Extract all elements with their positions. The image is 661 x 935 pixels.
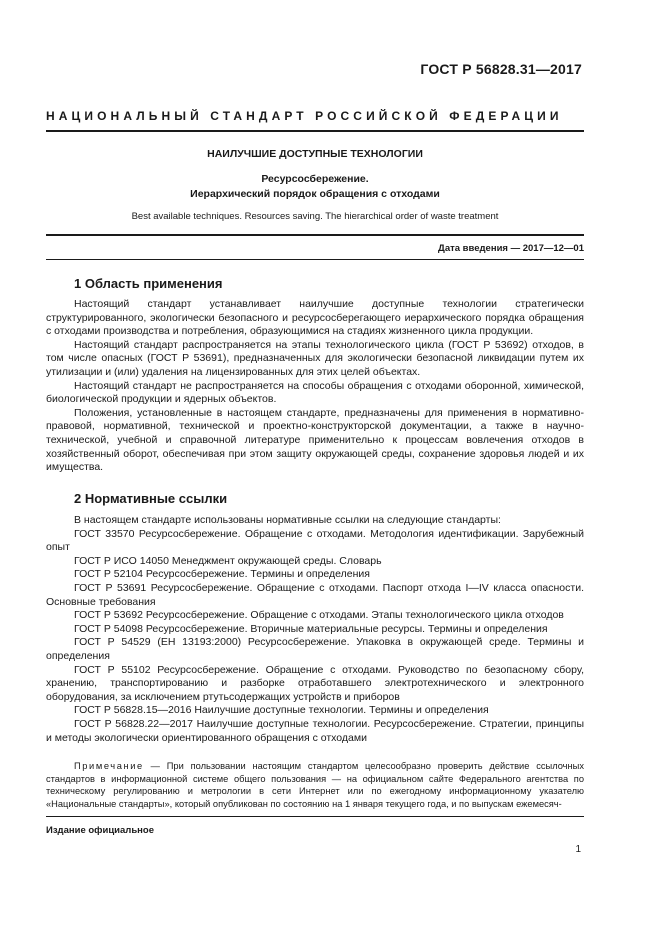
- note-text: — При пользовании настоящим стандартом целесообразно проверить действие ссылочных стандартов в информационной системе общего пользования — на официальном сайте Федерального агентства по техническому регулированию и метрологии в сети Интернет или по ежегодному информационному указателю «Национальные стандарты», который опубликован по состоянию на 1 января текущего года, и по выпускам ежемесяч-: [46, 761, 584, 809]
- standard-code: ГОСТ Р 56828.31—2017: [420, 61, 582, 77]
- section-2-body: [46, 514, 584, 745]
- introduction-date: Дата введения — 2017—12—01: [438, 243, 584, 254]
- paragraph: Положения, установленные в настоящем стандарте, предназначены для применения в нормативно-правовой, нормативной, технической и проектно-конструкторской документации, а также в научно-технической, учебной и справочной литературе применительно к процессам вовлечения отходов в хозяйственный оборот, обеспечивая при этом защиту окружающей среды, сохранение здоровья людей и их имущества.: [46, 406, 584, 474]
- reference-item: ГОСТ Р ИСО 14050 Менеджмент окружающей среды. Словарь: [74, 554, 382, 567]
- subtitle-line-2: Иерархический порядок обращения с отходами: [190, 188, 440, 200]
- english-title: Best available techniques. Resources saving. The hierarchical order of waste treatment: [131, 211, 499, 222]
- national-standard-banner: НАЦИОНАЛЬНЫЙ СТАНДАРТ РОССИЙСКОЙ ФЕДЕРАЦИИ: [46, 109, 563, 123]
- reference-item: ГОСТ 33570 Ресурсосбережение. Обращение с отходами. Методология идентификации. Зарубежный опыт: [46, 527, 584, 554]
- header-divider: [46, 130, 584, 132]
- reference-item: ГОСТ Р 54098 Ресурсосбережение. Вторичные материальные ресурсы. Термины и определения: [74, 622, 548, 635]
- reference-item: ГОСТ Р 56828.22—2017 Наилучшие доступные технологии. Ресурсосбережение. Стратегии, принципы и методы экологически ориентированного обращения с отходами: [46, 717, 584, 744]
- reference-item: ГОСТ Р 53692 Ресурсосбережение. Обращение с отходами. Этапы технологического цикла отходов: [74, 609, 564, 622]
- title-divider: [46, 234, 584, 236]
- note-paragraph: [46, 760, 584, 810]
- section-1-body: [46, 298, 584, 475]
- reference-item: ГОСТ Р 55102 Ресурсосбережение. Обращение с отходами. Руководство по безопасному сбору, хранению, транспортированию и разборке отработавшего электротехнического и электронного оборудования, за исключением ртутьсодержащих устройств и приборов: [46, 663, 584, 703]
- date-divider: [46, 259, 584, 260]
- paragraph: Настоящий стандарт устанавливает наилучшие доступные технологии стратегически структурированного, экологически безопасного и ресурсосберегающего иерархического порядка обращения с отходами производства и потребления, образующимися на стадиях жизненного цикла продукции.: [46, 298, 584, 338]
- footer-divider: [46, 816, 584, 817]
- reference-item: ГОСТ Р 54529 (ЕН 13193:2000) Ресурсосбережение. Упаковка в окружающей среде. Термины и определения: [46, 636, 584, 662]
- references-intro: В настоящем стандарте использованы нормативные ссылки на следующие стандарты:: [74, 514, 501, 526]
- note-label: Примечание: [74, 761, 144, 771]
- subtitle-line-1: Ресурсосбережение.: [261, 173, 369, 185]
- section-1-heading: 1 Область применения: [74, 276, 223, 291]
- section-2-heading: 2 Нормативные ссылки: [74, 491, 228, 506]
- document-subtitle: [46, 172, 584, 202]
- official-edition-label: Издание официальное: [46, 825, 154, 836]
- reference-item: ГОСТ Р 52104 Ресурсосбережение. Термины и определения: [74, 568, 370, 581]
- reference-item: ГОСТ Р 53691 Ресурсосбережение. Обращение с отходами. Паспорт отхода I—IV класса опасности. Основные требования: [46, 581, 584, 608]
- document-title: НАИЛУЧШИЕ ДОСТУПНЫЕ ТЕХНОЛОГИИ: [207, 148, 423, 160]
- paragraph: Настоящий стандарт распространяется на этапы технологического цикла (ГОСТ Р 53692) отходов, в том числе опасных (ГОСТ Р 53691), предназначенных для экологически безопасной ликвидации путем их утилизации и (или) удаления на лицензированных для этих целей объектах.: [46, 338, 584, 378]
- note-block: [46, 760, 584, 810]
- paragraph: Настоящий стандарт не распространяется на способы обращения с отходами оборонной, химической, биологической продукции и ядерных объектов.: [46, 379, 584, 406]
- page-number: 1: [575, 844, 581, 855]
- reference-item: ГОСТ Р 56828.15—2016 Наилучшие доступные технологии. Термины и определения: [74, 704, 489, 717]
